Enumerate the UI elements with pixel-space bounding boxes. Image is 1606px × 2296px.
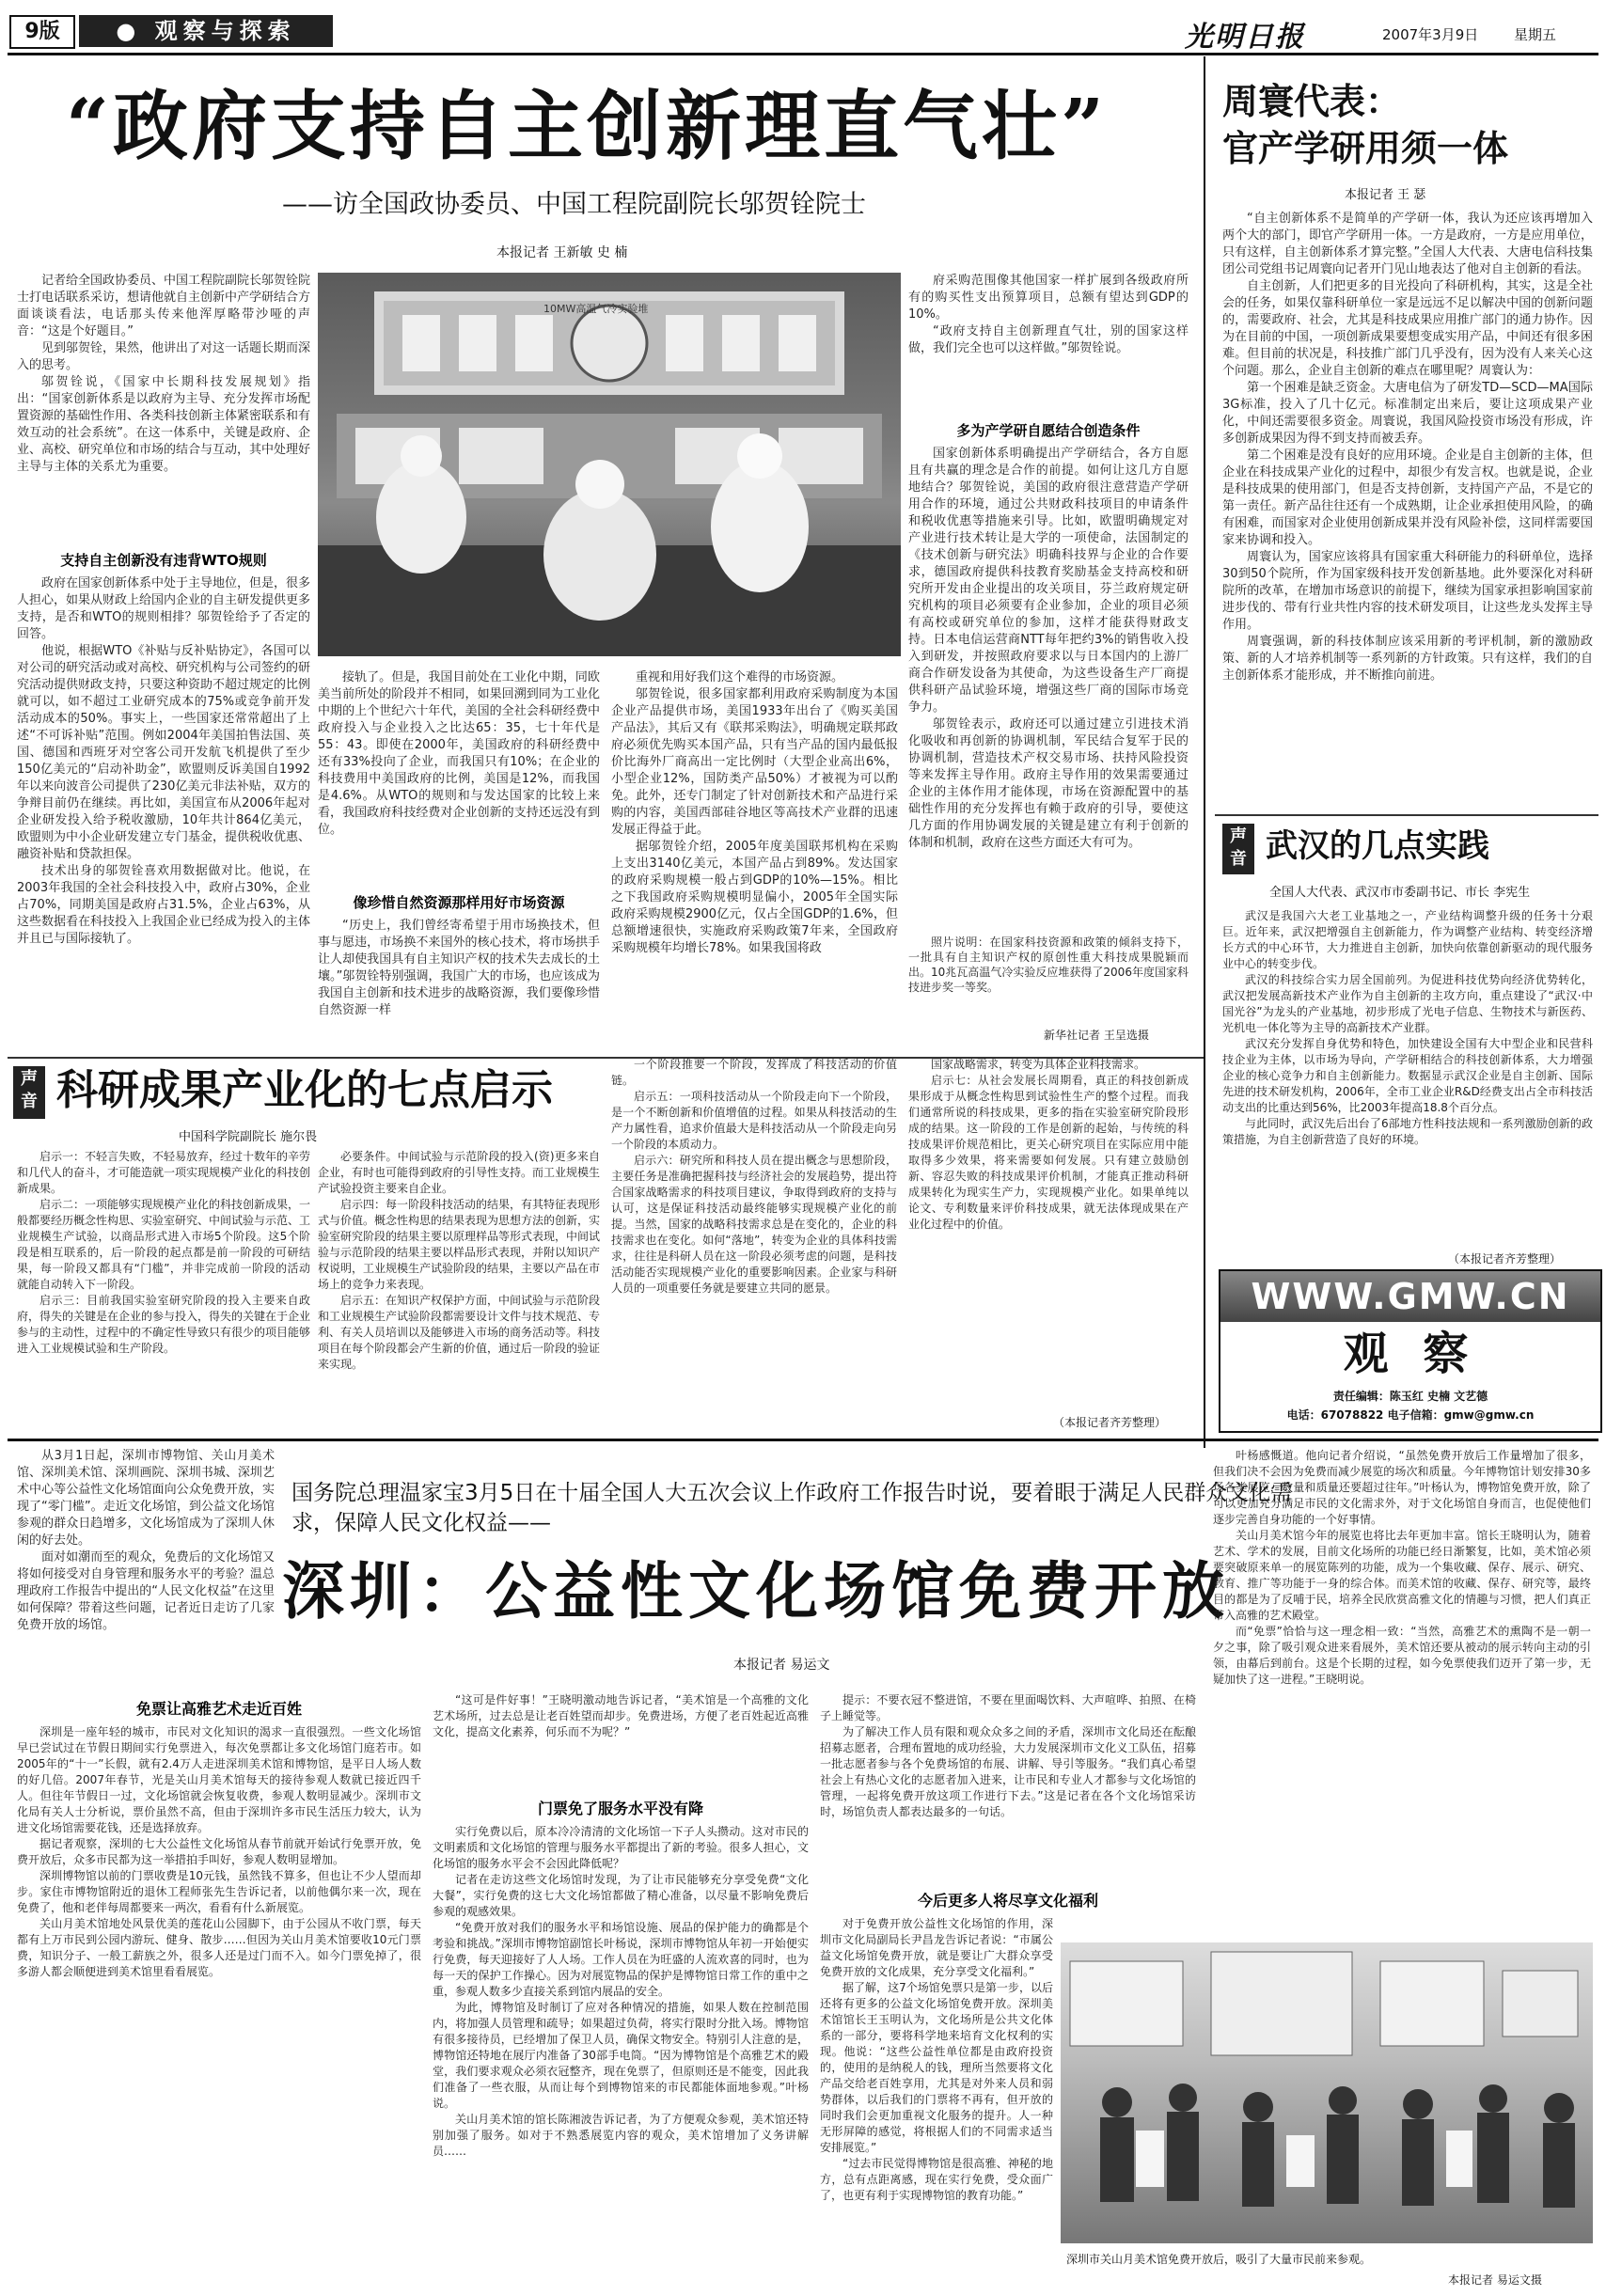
paper-name: 光明日报 — [1185, 21, 1305, 54]
paragraph: 而“免票”恰恰与这一理念相一致：“当然，高雅艺术的熏陶不是一朝一夕之事，除了吸引观众进来看展外，美术馆还要从被动的展示转向主动的引领，由幕后到前台。这是个长期的过程，如今免票使我们迈开了第一步，无疑加快了这一进程。”王晓明说。 — [1213, 1625, 1591, 1686]
main-byline: 本报记者 王新敏 史 楠 — [496, 245, 628, 260]
section-rule — [8, 1439, 1598, 1441]
photo-credit: 本报记者 易运文摄 — [1448, 2273, 1542, 2287]
paragraph: 国家战略需求，转变为具体企业科技需求。 — [931, 1058, 1146, 1071]
paragraph: 必要条件。中间试验与示范阶段的投入(资)更多来自企业，有时也可能得到政府的引导性支持。而工业规模生产试验投资主要来自企业。 — [318, 1150, 600, 1195]
paragraph: “历史上，我们曾经寄希望于用市场换技术，但事与愿违，市场换不来国外的核心技术，将市场拱手让人却使我国具有自主知识产权的技术失去成长的土壤。”邬贺铨特别强调，我国广大的市场，也应该成为我国自主创新和技术进步的战略资源，我们要像珍惜自然资源一样 — [318, 919, 600, 1017]
issue-date: 2007年3月9日 — [1382, 26, 1479, 43]
paragraph: 启示五：一项科技活动从一个阶段走向下一个阶段，是一个不断创新和价值增值的过程。如果从科技活动的生产力属性看，追求价值最大是科技活动从一个阶段走向另一个阶段的本质动力。 — [611, 1090, 897, 1151]
paragraph: 叶杨感慨道。他向记者介绍说，“虽然免费开放后工作量增加了很多，但我们决不会因为免费而减少展览的场次和质量。今年博物馆计划安排30多场各类展览，数量和质量还要超过往年。”叶杨认为，博物馆免费开放，除了可以更加充分满足市民的文化需求外，对于文化场馆自身而言，也促使他们逐步完善自身功能的一个好事情。 — [1213, 1449, 1591, 1526]
paragraph: 政府在国家创新体系中处于主导地位，但是，很多人担心，如果从财政上给国内企业的自主研发提供更多支持，是否和WTO的规则相排？邬贺铨给予了否定的回答。 — [17, 576, 310, 641]
paragraph: 与此同时，武汉先后出台了6部地方性科技法规和一系列激励创新的政策措施，为自主创新营造了良好的环境。 — [1222, 1117, 1593, 1146]
main-subhead-market: 像珍惜自然资源那样用好市场资源 — [353, 894, 565, 911]
paragraph: 见到邬贺铨，果然，他讲出了对这一话题长期而深入的思考。 — [17, 341, 310, 372]
masthead-rule — [8, 53, 1598, 55]
main-col2 — [318, 669, 600, 884]
shenzhen-subhead-welfare: 今后更多人将尽享文化福利 — [917, 1892, 1098, 1910]
masthead — [9, 13, 1598, 54]
shenzhen-col3a — [820, 1692, 1196, 1880]
paragraph: 为此，博物馆及时制订了应对各种情况的措施，如果人数在控制范围内，将加强人员管理和疏导；如果超过负荷，将实行限时分批入场。博物馆有很多接待员，已经增加了保卫人员，确保文物安全。特别引人注意的是，博物馆还特地在展厅内准备了30部手电筒。“因为博物馆是个高雅艺术的殿堂，我们要求观众必须衣冠整齐，现在免票了，但原则还是不能变，因此我们准备了一些衣服，从而让每个到博物馆来的市民都能体面地参观。”叶杨说。 — [433, 2001, 809, 2110]
page-number: 9版 — [9, 15, 75, 49]
main-subhead-wto: 支持自主创新没有违背WTO规则 — [60, 552, 267, 569]
paragraph: 第二个困难是没有良好的应用环境。企业是自主创新的主体，但企业在科技成果产业化的过程中，却很少有发言权。也就是说，企业是科技成果的使用部门，但是否支持创新，支持国产产品，不是它的第一责任。新产品往往还有一个成熟期，让企业承担使用风险，的确有困难，而国家对企业使用创新成果并没有风险补偿，这同样需要国家来协调和投入。 — [1222, 448, 1593, 547]
paragraph: 对于免费开放公益性文化场馆的作用，深圳市文化局副局长尹昌龙告诉记者说：“市属公益文化场馆免费开放，就是要让广大群众享受免费开放的文化成果，充分享受文化福利。” — [820, 1917, 1053, 1978]
paragraph: 关山月美术馆今年的展览也将比去年更加丰富。馆长王晓明认为，随着艺术、学术的发展，目前文化场所的功能已经日渐繁复，比如，美术馆必须要突破原来单一的展览陈列的功能，成为一个集收藏、保存、展示、研究、教育、推广等功能于一身的综合体。而美术馆的收藏、保存、研究等，最终目的都是为了反哺于民，培养全民欣赏高雅文化的情趣与习惯，把人们真正带入高雅的艺术殿堂。 — [1213, 1529, 1591, 1622]
main-col1b — [17, 575, 310, 1053]
seven-credit: （本报记者齐芳整理） — [1053, 1416, 1167, 1429]
section-label — [79, 15, 333, 47]
shenzhen-deck: 国务院总理温家宝3月5日在十届全国人大五次会议上作政府工作报告时说，要着眼于满足人民群众文化需求，保障人民文化权益—— — [291, 1481, 1293, 1535]
right-title-1: 周寰代表： — [1222, 81, 1402, 122]
main-col4 — [908, 273, 1189, 395]
visitors-illustration — [1061, 1942, 1593, 2243]
shenzhen-subhead-free: 免票让高雅艺术走近百姓 — [135, 1700, 302, 1718]
paragraph: “过去市民觉得博物馆是很高雅、神秘的地方，总有点距离感，现在实行免费，受众面广了，也更有利于实现博物馆的教育功能。” — [820, 2157, 1053, 2202]
photo-sign: 10MW高温气冷实验堆 — [543, 303, 649, 315]
wuhan-body — [1222, 908, 1593, 1249]
right-byline: 本报记者 王 瑟 — [1345, 188, 1426, 202]
section-text: 观察与探索 — [154, 18, 296, 44]
shenzhen-col3b — [820, 1916, 1053, 2288]
wuhan-title: 武汉的几点实践 — [1266, 827, 1489, 865]
paragraph: 第一个困难是缺乏资金。大唐电信为了研发TD—SCD—MA国际3G标准，投入了几十亿元。标准制定出来后，要让这项成果产业化，中间还需要很多资金。周寰说，我国风险投资市场没有形成，许多创新成果因为得不到支持而被丢弃。 — [1222, 381, 1593, 446]
paragraph: 深圳博物馆以前的门票收费是10元钱，虽然钱不算多，但也让不少人望而却步。家住市博物馆附近的退休工程师张先生告诉记者，以前他偶尔来一次，现在免费了，他和老伴每周都要来一两次，看看有什么新展览。 — [17, 1869, 421, 1914]
paragraph: “免费开放对我们的服务水平和场馆设施、展品的保护能力的确都是个考验和挑战。”深圳市博物馆副馆长叶杨说，深圳市博物馆从年初一开始便实行免费，每天迎接好了人人场。工作人员在为旺盛的人流欢喜的同时，也为每一天的保护工作操心。因为对展览物品的保护是博物馆日常工作的重中之重，参观人数多少直接关系到馆内展品的安全。 — [433, 1921, 809, 1998]
voice-badge — [1222, 824, 1254, 874]
right-body — [1222, 211, 1593, 809]
reactor-control-room-photo — [318, 273, 901, 656]
shenzhen-col1 — [17, 1724, 421, 2288]
seven-byline: 中国科学院副院长 施尔畏 — [179, 1130, 318, 1144]
seven-col2 — [318, 1149, 600, 1431]
paragraph: 武汉的科技综合实力居全国前列。为促进科技优势向经济优势转化，武汉把发展高新技术产业作为自主创新的主攻方向，重点建设了“武汉·中国光谷”为龙头的产业基地，初步形成了光电子信息、生物技术与新医药、光机电一体化等为主导的高新技术产业群。 — [1222, 973, 1593, 1034]
paragraph: 启示三：目前我国实验室研究阶段的投入主要来自政府，得失的关键是在企业的参与投入，得失的关键在于企业参与的主动性，过程中的不确定性导致只有很少的项目能够进入工业规模试验和生产阶段。 — [17, 1294, 310, 1355]
paragraph: 武汉充分发挥自身优势和特色，加快建设全国有大中型企业和民营科技企业为主体，以市场为导向，产学研相结合的科技创新体系，大力增强企业的核心竞争力和自主创新能力。数据显示武汉企业是自主创新、国际先进的技术研发机构，2006年，全市工业企业R&D经费支出占全市科技活动支出的比重达到56%，比2003年提高18.8个百分点。 — [1222, 1037, 1593, 1114]
shenzhen-col4 — [1213, 1448, 1591, 1937]
control-room-illustration — [318, 273, 901, 656]
paragraph: 为了解决工作人员有限和观众众多之间的矛盾，深圳市文化局还在酝酿招募志愿者，合理布置地的成功经验，大力发展深圳市文化义工队伍，招募一批志愿者参与各个免费场馆的布展、讲解、导引等服务。“我们真心希望社会上有热心文化的志愿者加入进来，让市民和专业人才都参与文化场馆的管理，一起将免费开放这项工作进行下去。”这是记者在各个文化场馆采访时，场馆负责人都表达最多的一句话。 — [820, 1725, 1196, 1818]
paragraph: 实行免费以后，原本冷冷清清的文化场馆一下子人头攒动。这对市民的文明素质和文化场馆的管理与服务水平都提出了新的考验。很多人担心，文化场馆的服务水平会不会因此降低呢？ — [433, 1825, 809, 1870]
guancha-box — [1219, 1269, 1602, 1433]
main-col3 — [611, 669, 898, 1053]
paragraph: 技术出身的邬贺铨喜欢用数据做对比。他说，在2003年我国的全社会科技投入中，政府占30%，企业占70%，同期美国是政府占31.5%，企业占63%，从这些数据看在科技投入上我国企业已经成为投入的主体并且已与国际接轨了。 — [17, 864, 310, 946]
right-title-2: 官产学研用须一体 — [1222, 128, 1509, 169]
paragraph: 关山月美术馆的馆长陈湘波告诉记者，为了方便观众参观，美术馆还特别加强了服务。如对于不熟悉展览内容的观众，美术馆增加了义务讲解员…… — [433, 2113, 809, 2158]
paragraph: 记者在走访这些文化场馆时发现，为了让市民能够充分享受免费“文化大餐”，实行免费的这七大文化场馆都做了精心准备，以尽量不影响免费后参观的观感效果。 — [433, 1873, 809, 1918]
paragraph: 府采购范围像其他国家一样扩展到各级政府所有的购买性支出预算项目，总额有望达到GDP的10%。 — [908, 274, 1189, 322]
paragraph: “政府支持自主创新理直气壮，别的国家这样做，我们完全也可以这样做。”邬贺铨说。 — [908, 324, 1189, 355]
paragraph: 重视和用好我们这个难得的市场资源。 — [636, 670, 844, 684]
column-rule — [1204, 56, 1205, 1448]
paragraph: 启示六：研究所和科技人员在提出概念与思想阶段，主要任务是准确把握科技与经济社会的发展趋势，提出符合国家战略需求的科技项目建议，争取得到政府的支持与认可，这是保证科技活动最终能够实现规模产业化的前提。当然，国家的战略科技需求总是在变化的，企业的科技需求也在变化。如何“落地”，转变为企业的具体科技需求，往往是科研人员在这一阶段必须考虑的问题，是科技活动能否实现规模产业化的重要影响因素。企业家与科研人员的一项重要任务就是要建立共同的愿景。 — [611, 1154, 897, 1295]
wuhan-credit: （本报记者齐芳整理） — [1448, 1252, 1562, 1266]
main-subhead-cooperation: 多为产学研自愿结合创造条件 — [956, 422, 1141, 439]
seven-col1 — [17, 1149, 310, 1431]
shenzhen-col2b — [433, 1824, 809, 2288]
guancha-title: 观 察 — [1343, 1328, 1478, 1380]
paragraph: 接轨了。但是，我国目前处在工业化中期，同欧美当前所处的阶段并不相同，如果回溯到同为工业化中期的上个世纪六十年代，美国的全社会科研经费中政府投入与企业投入之比达65：35，七十年代是55：43。即使在2000年，美国政府的科研经费中还有33%投向了企业，而我国只有10%；在企业的科技费用中美国政府的比例，美国是12%，而我国是4.6%。从WTO的规则和与发达国家的比较上来看，我国政府科技经费对企业创新的支持还远没有到位。 — [318, 670, 600, 837]
paragraph: 国家创新体系明确提出产学研结合，各方自愿且有共赢的理念是合作的前提。如何让这几方自愿地结合？邬贺铨说，美国的政府很注意营造产学研用合作的环境，通过公共财政科技项目的申请条件和税收优惠等措施来引导。比如，欧盟明确规定对产业进行技术转让是大学的一项使命，法国制定的《技术创新与研究法》明确科技界与企业的合作要求，德国政府提供科技教育奖励基金支持高校和研究所开发由企业提出的攻关项目，芬兰政府规定研究机构的项目必须要有企业参加，企业的项目必须有高校或研究单位的参加，这样才能获得财政支持。日本电信运营商NTT每年把约3%的销售收入投入到研发，并按照政府要求以与日本国内的上游厂商合作研发设备为其使命，为这些设备生产厂商提供科研产品试验环境，增强这些厂商的国际市场竞争力。 — [908, 447, 1189, 715]
paragraph: 他说，根据WTO《补贴与反补贴协定》，各国可以对公司的研究活动或对高校、研究机构与公司签约的研究活动提供财政支持，只要这种资助不超过规定的比例就可以，如不超过工业研究成本的75%或竞争前开发活动成本的50%。事实上，一些国家还常常超出了上述“不可诉补贴”范围。例如2004年美国拍售法国、英国、德国和西班牙对空客公司开发航飞机提供了至少150亿美元的“启动补助金”，欧盟则反诉美国自1992年以来向波音公司提供了230亿美元非法补贴，双方的争辩目前仍在继续。再比如，美国宣布从2006年起对企业研发投入给予税收激励，10年共计864亿美元，欧盟则为中小企业研发建立专门基金，提供税收优惠、融资补贴和贷款担保。 — [17, 644, 310, 861]
section-bullet-icon: ● — [116, 18, 142, 44]
voice-badge-text: 声音 — [1230, 826, 1247, 869]
paragraph: 据了解，这7个场馆免票只是第一步，以后还将有更多的公益文化场馆免费开放。深圳美术馆馆长王玉明认为，文化场所是公共文化体系的一部分，要将科学地来培育文化权利的实现。他说：“这些公益性单位都是由政府投资的，使用的是纳税人的钱，理所当然要将文化产品交给老百姓享用，尤其是对外来人员和弱势群体，以后我们的门票将不再有，但开放的同时我们会更加重视文化服务的提升。人一种无形屏障的感觉，将根据人们的不同需求适当安排展览。” — [820, 1981, 1053, 2154]
seven-title: 科研成果产业化的七点启示 — [56, 1066, 553, 1114]
seven-col4 — [908, 1057, 1189, 1410]
paragraph: 提示：不要衣冠不整进馆，不要在里面喝饮料、大声喧哗、拍照、在椅子上睡觉等。 — [820, 1693, 1196, 1722]
paragraph: 据邬贺铨介绍，2005年度美国联邦机构在采购上支出3140亿美元，本国产品占到89%。发达国家的政府采购规模一般占到GDP的10%—15%。相比之下我国政府采购规模明显偏小，2005年全国实际政府采购规模2900亿元，仅占全国GDP的1.6%，但总额增速很快，实施政府采购政策7年来，全国政府采购规模年均增长78%。如果我国将政 — [611, 840, 898, 955]
paragraph: “自主创新体系不是简单的产学研一体，我认为还应该再增加入两个大的部门，即官产学研用一体。一方是政府，一方是应用单位，只有这样，自主创新体系才算完整。”全国人大代表、大唐电信科技集团公司党组书记周寰向记者开门见山地表达了他对自主创新的看法。 — [1222, 212, 1593, 276]
paragraph: 启示五：在知识产权保护方面，中间试验与示范阶段和工业规模生产试验阶段都需要设计文件与技术规范、专利、有关人员培训以及能够进入市场的商务活动等。科技项目在每个阶段都会产生新的价值，通过后一阶段的验证来实现。 — [318, 1294, 600, 1371]
main-col2b — [318, 918, 600, 1053]
paragraph: 据记者观察，深圳的七大公益性文化场馆从春节前就开始试行免票开放，免费开放后，众多市民都为这一举措拍手叫好，参观人数明显增加。 — [17, 1837, 421, 1866]
paragraph: 关山月美术馆地处风景优美的莲花山公园脚下，由于公园从不收门票，每天都有上万市民到公园内游玩、健身、散步……但因为关山月美术馆要收10元门票费，知识分子、一般工薪族之外，很多人还是过门而不入。如今门票免掉了，很多游人都会顺便进到美术馆里看看展览。 — [17, 1917, 421, 1978]
voice-badge-text: 声音 — [21, 1069, 38, 1111]
main-title: “政府支持自主创新理直气壮” — [66, 82, 1109, 170]
paragraph: 启示七：从社会发展长周期看，真正的科技创新成果形成于从概念性构思到试验性生产的整个过程。而我们通常所说的科技成果，更多的指在实验室研究阶段形成的结果。这一阶段的工作是创新的起始，与传统的科技成果评价规范相比，更关心研究项目在实际应用中能取得多少效果，将来需要如何发展。只有建立鼓励创新、容忍失败的科技成果评价机制，才能真正推动科研成果转化为现实生产力，实现规模产业化。如果单纯以论文、专利数量来评价科技成果，就无法体现成果在产业化过程中的价值。 — [908, 1074, 1189, 1231]
main-subtitle: ——访全国政协委员、中国工程院副院长邬贺铨院士 — [282, 190, 866, 219]
paragraph: 面对如潮而至的观众，免费后的文化场馆又将如何接受对自身管理和服务水平的考验？温总理政府工作报告中提出的“人民文化权益”在这里如何保障？带着这些问题，记者近日走访了几家免费开放的场馆。 — [17, 1550, 275, 1632]
paragraph: 启示一：不轻言失败，不轻易放弃，经过十数年的辛劳和几代人的奋斗，才可能造就一项实现规模产业化的科技创新成果。 — [17, 1150, 310, 1195]
shenzhen-byline: 本报记者 易运文 — [733, 1658, 830, 1673]
paragraph: 一个阶段推要一个阶段，发挥成了科技活动的价值链。 — [611, 1058, 897, 1087]
paragraph: “这可是件好事！”王晓明激动地告诉记者，“美术馆是一个高雅的文化艺术场所，过去总是让老百姓望而却步。免费进场，方便了老百姓起近高雅文化，提高文化素养，何乐而不为呢？” — [433, 1693, 809, 1738]
main-col1 — [17, 273, 310, 540]
main-col4b — [908, 446, 1189, 929]
photo-caption: 深圳市关山月美术馆免费开放后，吸引了大量市民前来参观。 — [1066, 2253, 1372, 2266]
paragraph: 深圳是一座年轻的城市，市民对文化知识的渴求一直很强烈。一些文化场馆早已尝试过在节假日期间实行免票进入，每次免票都让多文化场馆门庭若市。如2005年的“十一”长假，就有2.4万人走进深圳美术馆和博物馆，是平日人场人数的好几倍。2007年春节，光是关山月美术馆每天的接待参观人数就已接近四千人。但往年节假日一过，文化场馆就会恢复收费，参观人数明显减少。深圳市文化局有关人士分析说，票价虽然不高，但由于深圳许多市民生活压力较大，认为进文化场馆需要花钱，还是选择放弃。 — [17, 1725, 421, 1834]
paragraph: 记者给全国政协委员、中国工程院副院长邬贺铨院士打电话联系采访，想请他就自主创新中产学研结合方面谈谈看法，电话那头传来他浑厚略带沙哑的声音：“这是个好题目。” — [17, 274, 310, 338]
guancha-editors: 责任编辑：陈玉红 史楠 文艺德 — [1332, 1390, 1488, 1403]
paragraph: 自主创新，人们把更多的目光投向了科研机构，其实，这是全社会的任务，如果仅靠科研单位一家是远远不足以解决中国的创新问题的，需要政府、社会，尤其是科技成果应用推广部门的通力协作。因为在目前的中国，一项创新成果要想变成实用产品，中间还有很多困难。但目前的状况是，科技推广部门几乎没有，因为没有人来关心这个问题。那么，企业自主创新的难点在哪里呢？周寰认为： — [1222, 279, 1593, 378]
shenzhen-col2a — [433, 1692, 809, 1786]
photo-credit: 新华社记者 王呈选摄 — [1044, 1029, 1149, 1042]
paragraph: 周寰强调，新的科技体制应该采用新的考评机制，新的激励政策、新的人才培养机制等一系列新的方针政策。只有这样，我们的自主创新体系才能形成，并不断推向前进。 — [1222, 635, 1593, 683]
shenzhen-title: 深圳：公益性文化场馆免费开放 — [282, 1554, 1230, 1628]
gmw-url-banner: WWW.GMW.CN — [1220, 1271, 1600, 1322]
seven-col3 — [611, 1057, 897, 1431]
museum-visitors-photo — [1061, 1942, 1593, 2243]
paragraph: 邬贺铨说，很多国家都利用政府采购制度为本国企业产品提供市场，美国1933年出台了《购买美国产品法》，其后又有《联邦采购法》，明确规定联邦政府必须优先购买本国产品，只有当产品的国内最低报价比海外厂商高出一定比例时（大型企业高出6%，小型企业12%，国防类产品50%）才被视为可以酌免。此外，还专门制定了针对创新技术和产品进行采购的内容，美国西部硅谷地区等高技术产业群的迅速发展正得益于此。 — [611, 687, 898, 837]
paragraph: 武汉是我国六大老工业基地之一，产业结构调整升级的任务十分艰巨。近年来，武汉把增强自主创新能力，作为调整产业结构、转变经济增长方式的中心环节，大力推进自主创新，加快向依靠创新驱动的现代服务业中心的转变步伐。 — [1222, 909, 1593, 970]
shenzhen-intro — [17, 1448, 275, 1681]
paragraph: 启示二：一项能够实现规模产业化的科技创新成果，一般都要经历概念性构思、实验室研究、中间试验与示范、工业规模生产试验，以商品形式进入市场5个阶段。这5个阶段是相互联系的，后一阶段的起点都是前一阶段的可研结果，每一阶段又都具有“门槛”，并非完成前一阶段的活动就能自动转入下一阶段。 — [17, 1198, 310, 1291]
paragraph: 邬贺铨说，《国家中长期科技发展规划》指出：“国家创新体系是以政府为主导、充分发挥市场配置资源的基础性作用、各类科技创新主体紧密联系和有效互动的社会系统”。在这一体系中，关键是政府、企业、高校、研究单位和市场的结合与互动，其中处理好主导与主体的关系尤为重要。 — [17, 375, 310, 474]
paragraph: 周寰认为，国家应该将具有国家重大科研能力的科研单位，选择30到50个院所，作为国家级科技开发创新基地。此外要深化对科研院所的改革，在增加市场意识的前提下，继续为国家承担影响国家前进步伐的、带有行业共性内容的技术研发项目，让这些龙头发挥主导作用。 — [1222, 550, 1593, 632]
voice-badge — [13, 1066, 45, 1119]
paragraph: 照片说明：在国家科技资源和政策的倾斜支持下，一批具有自主知识产权的原创性重大科技成果脱颖而出。10兆瓦高温气冷实验反应堆获得了2006年度国家科技进步奖一等奖。 — [908, 936, 1189, 994]
paragraph: 从3月1日起，深圳市博物馆、关山月美术馆、深圳美术馆、深圳画院、深圳书城、深圳艺术中心等公益性文化场馆面向公众免费开放，实现了“零门槛”。走近文化场馆，到公益文化场馆参观的群众日趋增多，文化场馆成为了深圳人休闲的好去处。 — [17, 1449, 275, 1548]
issue-weekday: 星期五 — [1514, 26, 1557, 43]
section-rule — [1215, 814, 1598, 816]
paragraph: 启示四：每一阶段科技活动的结果，有其特征表现形式与价值。概念性构思的结果表现为思想方法的创新，实验室研究阶段的结果主要以原理样品等形式表现，中间试验与示范阶段的结果主要以样品形式表现，并附以知识产权说明，工业规模生产试验阶段的结果，主要以产品在市场上的竞争力来表现。 — [318, 1198, 600, 1291]
photo-caption-note — [908, 935, 1189, 1025]
wuhan-byline: 全国人大代表、武汉市市委副书记、市长 李宪生 — [1269, 886, 1531, 900]
shenzhen-subhead-service: 门票免了服务水平没有降 — [537, 1800, 703, 1817]
paragraph: 邬贺铨表示，政府还可以通过建立引进技术消化吸收和再创新的协调机制，军民结合复军于民的协调机制，营造技术产权交易市场、扶持风险投资等来发挥主导作用。政府主导作用的效果需要通过企业的主体作用才能体现，市场在资源配置中的基础性作用的充分发挥也有赖于政府的引导，要使这几方面的作用协调发展的关键是建立有利于创新的体制和机制，政府在这些方面还大有可为。 — [908, 717, 1189, 850]
guancha-contact: 电话：67078822 电子信箱：gmw@gmw.cn — [1286, 1408, 1535, 1422]
